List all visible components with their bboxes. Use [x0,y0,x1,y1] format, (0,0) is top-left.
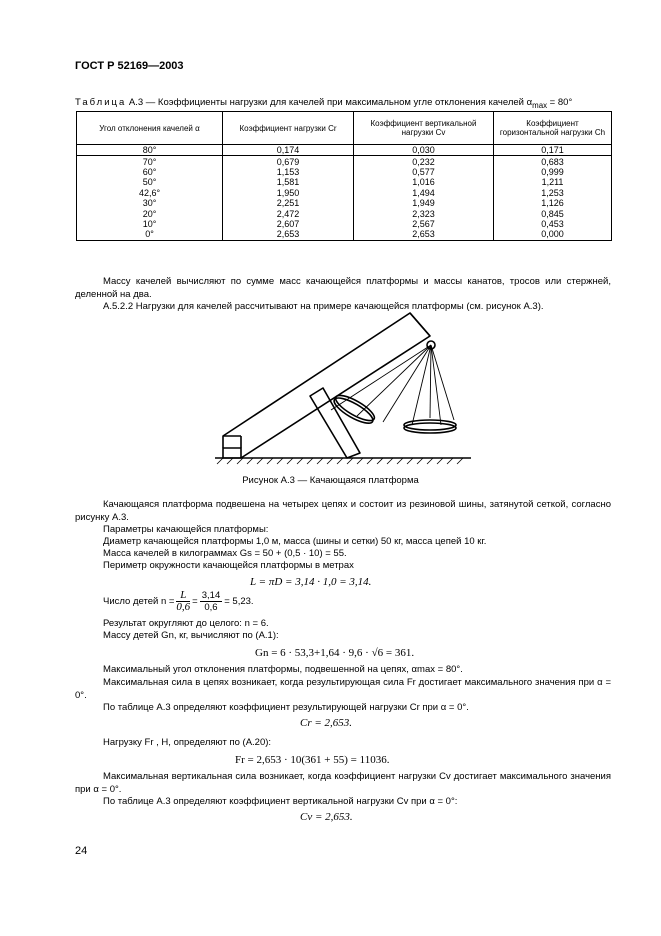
table-cell: 2,653 [354,229,494,240]
table-caption-word: Таблица [75,97,127,108]
table-cell: 60° [77,167,223,177]
table-cell: 2,607 [223,219,354,229]
fraction-2-denominator: 0,6 [204,602,218,613]
column-header-ch: Коэффициент горизонтальной нагрузки Ch [494,112,612,145]
table-cell: 0,999 [494,167,612,177]
swing-platform-figure [205,308,475,468]
formula-cv: Cv = 2,653. [300,811,353,823]
table-cell: 0,174 [223,145,354,156]
formula-cr: Cr = 2,653. [300,717,353,729]
paragraph-max-vertical: Максимальная вертикальная сила возникает, когда коэффициент нагрузки Cv достигает максимального значения при α = 0°. [75,771,611,795]
column-header-angle: Угол отклонения качелей α [77,112,223,145]
fraction-1-denominator: 0,6 [176,601,191,613]
table-row [77,188,612,198]
table-cell: 2,653 [223,229,354,240]
table-cell: 2,323 [354,208,494,218]
paragraph-max-angle: Максимальный угол отклонения платформы, подвешенной на цепях, αmax = 80°. [103,664,463,675]
table-row [77,145,612,156]
table-cell: 50° [77,177,223,187]
paragraph-swing-mass: Масса качелей в килограммах Gs = 50 + (0,5 · 10) = 55. [103,548,347,559]
figure-caption: Рисунок А.3 — Качающаяся платформа [242,475,419,486]
paragraph-children-count: Число детей n = $\frac{L}{0,6}$ = $\frac{3,14}{0,6}$ = 5,23. [103,589,254,613]
table-cell: 2,567 [354,219,494,229]
table-row [77,198,612,208]
table-cell: 10° [77,219,223,229]
table-cell: 0° [77,229,223,240]
fraction-value [200,590,223,613]
coefficients-table [76,111,612,241]
table-cell: 2,472 [223,208,354,218]
document-header: ГОСТ Р 52169—2003 [75,60,184,72]
table-cell: 1,016 [354,177,494,187]
paragraph-diameter: Диаметр качающейся платформы 1,0 м, масса (шины и сетки) 50 кг, масса цепей 10 кг. [103,536,487,547]
table-cell: 2,251 [223,198,354,208]
fraction-2-numerator: 3,14 [201,590,221,601]
formula-perimeter: L = πD = 3,14 · 1,0 = 3,14. [250,576,372,588]
formula-fr: Fr = 2,653 · 10(361 + 55) = 11036. [235,754,390,766]
paragraph-cr-lookup: По таблице А.3 определяют коэффициент результирующей нагрузки Cr при α = 0°. [103,702,469,713]
children-count-result: = 5,23. [224,596,254,607]
table-row [77,167,612,177]
table-cell: 0,232 [354,156,494,167]
paragraph-platform-description: Качающаяся платформа подвешена на четырех цепях и состоит из резиновой шины, затянутой сеткой, согласно рисунку А.3. [75,499,611,523]
table-cell: 1,126 [494,198,612,208]
paragraph-mass: Массу качелей вычисляют по сумме масс качающейся платформы и массы канатов, тросов или стержней, деленной на два. [75,276,611,300]
table-row [77,156,612,167]
children-count-label: Число детей n = [103,596,175,607]
table-row [77,229,612,240]
table-cell: 1,253 [494,188,612,198]
table-caption [75,97,572,110]
fraction-1-numerator: L [176,590,190,602]
table-cell: 1,153 [223,167,354,177]
table-caption-tail: = 80° [547,97,573,108]
table-cell: 70° [77,156,223,167]
table-cell: 1,950 [223,188,354,198]
table-caption-sub: max [532,100,548,110]
table-cell: 0,577 [354,167,494,177]
paragraph-perimeter: Периметр окружности качающейся платформы в метрах [103,560,354,571]
table-cell: 0,453 [494,219,612,229]
table-cell: 80° [77,145,223,156]
table-row [77,219,612,229]
table-row [77,177,612,187]
table-cell: 0,845 [494,208,612,218]
table-caption-text: А.3 — Коэффициенты нагрузки для качелей при максимальном угле отклонения качелей α [126,97,533,108]
table-cell: 1,581 [223,177,354,187]
paragraph-params-title: Параметры качающейся платформы: [103,524,269,535]
table-cell: 0,171 [494,145,612,156]
paragraph-fr: Нагрузку Fr , Н, определяют по (А.20): [103,737,272,748]
table-row [77,208,612,218]
formula-children-mass: Gn = 6 · 53,3+1,64 · 9,6 · √6 = 361. [255,647,415,659]
table-cell: 20° [77,208,223,218]
table-cell: 0,683 [494,156,612,167]
fraction-l-over [176,590,190,613]
table-cell: 0,030 [354,145,494,156]
column-header-cr: Коэффициент нагрузки Cr [223,112,354,145]
table-cell: 0,679 [223,156,354,167]
table-cell: 42,6° [77,188,223,198]
table-cell: 30° [77,198,223,208]
paragraph-cv-lookup: По таблице А.3 определяют коэффициент вертикальной нагрузки Cv при α = 0°: [103,796,458,807]
table-cell: 1,211 [494,177,612,187]
table-cell: 0,000 [494,229,612,240]
table-cell: 1,949 [354,198,494,208]
column-header-cv: Коэффициент вертикальной нагрузки Cv [354,112,494,145]
paragraph-rounding: Результат округляют до целого: n = 6. [103,618,269,629]
paragraph-children-mass: Массу детей Gn, кг, вычисляют по (А.1): [103,630,279,641]
paragraph-loads: А.5.2.2 Нагрузки для качелей рассчитывают на примере качающейся платформы (см. рисунок А.3). [103,301,544,312]
page-number: 24 [75,845,88,857]
paragraph-max-force: Максимальная сила в цепях возникает, когда результирующая сила Fr достигает максимального значения при α = 0°. [75,677,611,701]
table-cell: 1,494 [354,188,494,198]
